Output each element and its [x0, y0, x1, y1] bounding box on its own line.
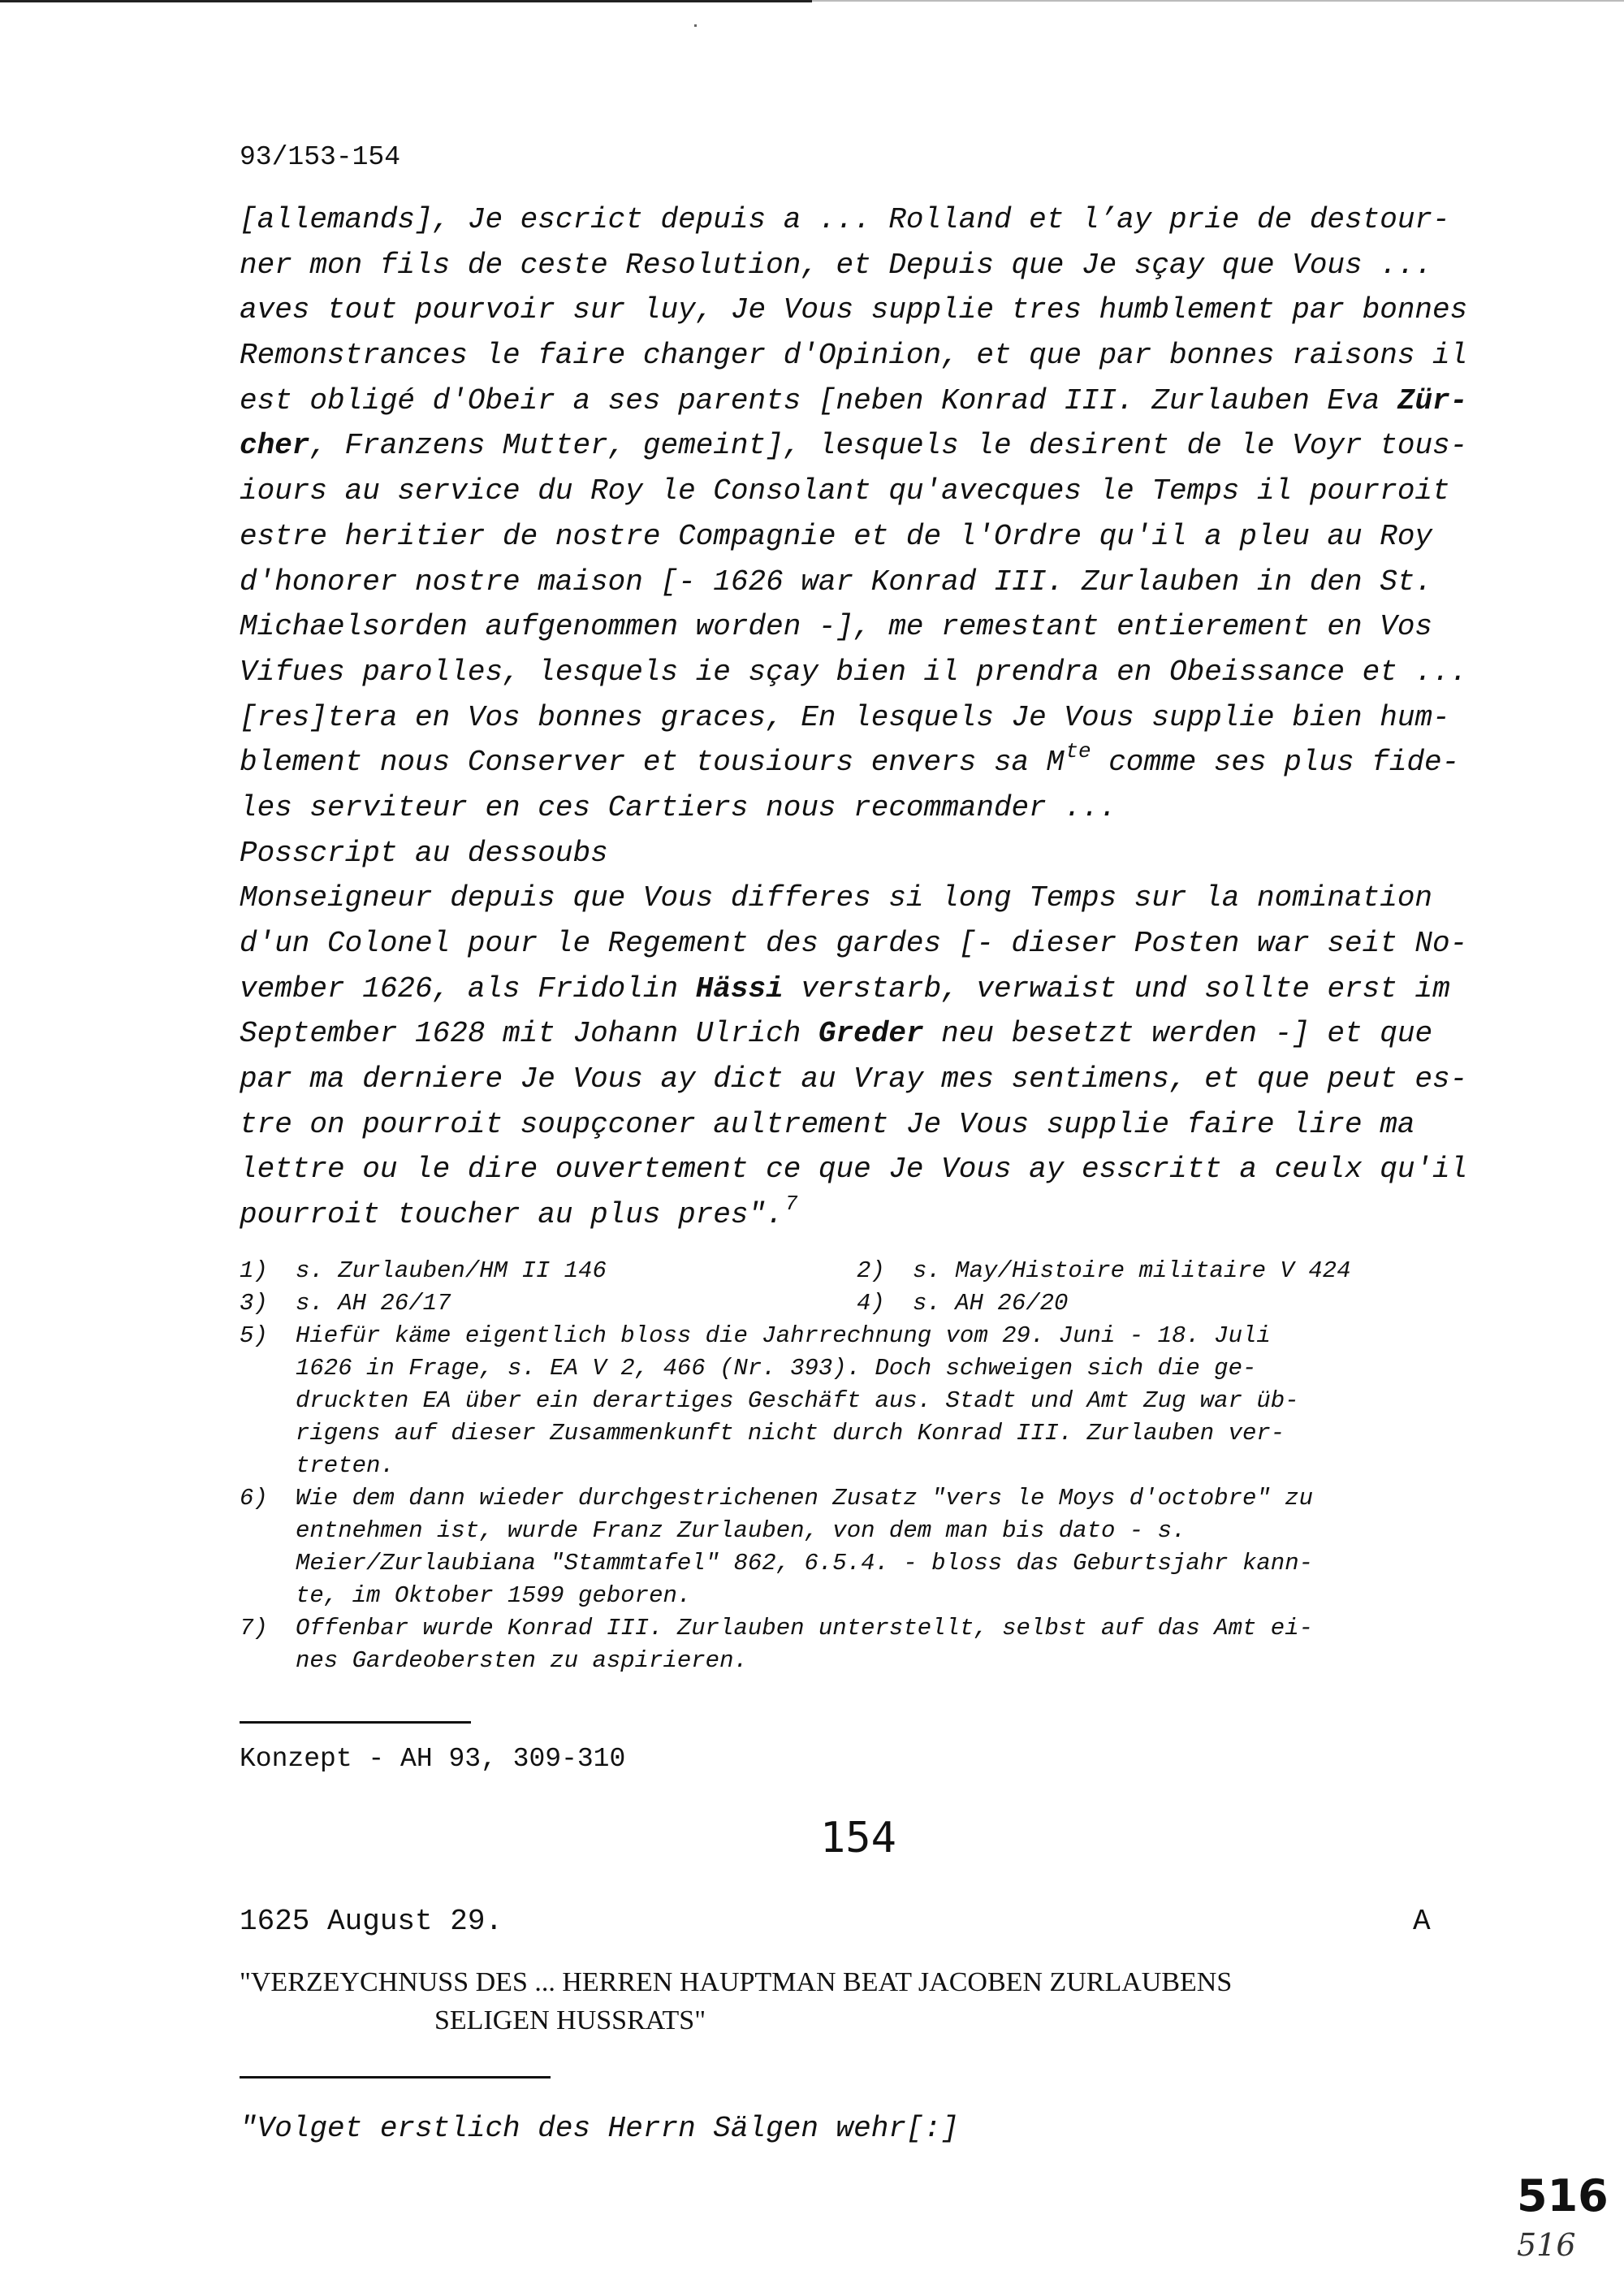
page-number: 516 — [1517, 2170, 1609, 2221]
body-text: est obligé d'Obeir a ses parents [neben Konrad III. Zurlauben Eva — [240, 383, 1397, 417]
superscript: te — [1065, 739, 1091, 764]
footnote-label: 2) — [857, 1257, 885, 1284]
body-text: Monseigneur depuis que Vous differes si long Temps sur la nomination — [240, 881, 1433, 915]
opening-line: "Volget erstlich des Herrn Sälgen wehr[:] — [240, 2112, 959, 2145]
source-reference: Konzept - AH 93, 309-310 — [240, 1744, 626, 1774]
footnote-label: 4) — [857, 1290, 885, 1317]
footnote-col2 — [857, 1255, 1351, 1287]
body-line — [240, 1147, 1502, 1192]
separator-rule — [240, 1721, 471, 1724]
body-text: par ma derniere Je Vous ay dict au Vray mes sentimens, et que peut es- — [240, 1062, 1468, 1097]
footnote-text: Hiefür käme eigentlich bloss die Jahrrechnung vom 29. Juni - 18. Juli — [296, 1322, 1271, 1349]
superscript: 7 — [784, 1192, 798, 1217]
body-line — [240, 831, 1502, 876]
footnote-text: rigens auf dieser Zusammenkunft nicht durch Konrad III. Zurlauben ver- — [296, 1420, 1285, 1447]
body-text: September 1628 mit Johann Ulrich — [240, 1017, 818, 1051]
footnote-row — [240, 1385, 1506, 1417]
handwritten-page-number: 516 — [1517, 2227, 1576, 2263]
scan-edge-line — [0, 0, 812, 2]
body-text: [res]tera en Vos bonnes graces, En lesquels Je Vous supplie bien hum- — [240, 700, 1450, 734]
body-line — [240, 423, 1502, 469]
body-line — [240, 514, 1502, 560]
body-text: iours au service du Roy le Consolant qu'avecques le Temps il pourroit — [240, 474, 1450, 508]
footnote-row — [240, 1352, 1506, 1385]
body-line — [240, 785, 1502, 831]
body-text: aves tout pourvoir sur luy, Je Vous supplie tres humblement par bonnes — [240, 293, 1468, 327]
document-title-line2: SELIGEN HUSSRATS" — [434, 2005, 706, 2035]
body-line — [240, 379, 1502, 424]
footnote-text: Offenbar wurde Konrad III. Zurlauben unterstellt, selbst auf das Amt ei- — [296, 1615, 1314, 1642]
body-text: blement nous Conserver et tousiours envers sa M — [240, 746, 1065, 780]
body-text: d'un Colonel pour le Regement des gardes [- dieser Posten war seit No- — [240, 927, 1468, 960]
body-line — [240, 560, 1502, 605]
footnote-text: s. AH 26/17 — [296, 1290, 451, 1317]
body-text: Remonstrances le faire changer d'Opinion, et que par bonnes raisons il — [240, 339, 1468, 373]
body-line — [240, 695, 1502, 741]
body-text: Michaelsorden aufgenommen worden -], me remestant entierement en Vos — [240, 610, 1433, 644]
document-date: 1625 August 29. — [240, 1905, 503, 1938]
body-text: comme ses plus fide- — [1091, 746, 1460, 780]
footnote-row — [240, 1482, 1506, 1515]
body-text: [allemands], Je escrict depuis a ... Rolland et l’ay prie de destour- — [240, 203, 1450, 236]
body-line — [240, 333, 1502, 379]
body-line — [240, 967, 1502, 1012]
scan-speck — [694, 24, 697, 27]
footnote-row — [240, 1287, 1506, 1320]
document-number: 154 — [820, 1814, 896, 1862]
footnote-text: druckten EA über ein derartiges Geschäft aus. Stadt und Amt Zug war üb- — [296, 1387, 1299, 1414]
bold-name: Greder — [818, 1017, 924, 1051]
footnote-col2 — [857, 1287, 1068, 1320]
scan-edge-line-faint — [812, 0, 1624, 2]
body-text: neu besetzt werden -] et que — [923, 1017, 1433, 1051]
body-text: vember 1626, als Fridolin — [240, 971, 696, 1006]
footnote-text: 1626 in Frage, s. EA V 2, 466 (Nr. 393). Doch schweigen sich die ge- — [296, 1355, 1257, 1382]
bold-name: Hässi — [695, 971, 784, 1006]
footnote-text: nes Gardeobersten zu aspirieren. — [296, 1647, 748, 1674]
body-text: ner mon fils de ceste Resolution, et Depuis que Je sçay que Vous ... — [240, 248, 1433, 282]
footnote-text: s. May/Histoire militaire V 424 — [913, 1257, 1351, 1284]
footnote-text: Meier/Zurlaubiana "Stammtafel" 862, 6.5.4. - bloss das Geburtsjahr kann- — [296, 1550, 1314, 1577]
bold-name: cher — [240, 429, 310, 463]
document-title-line1: "VERZEYCHNUSS DES ... HERREN HAUPTMAN BEAT JACOBEN ZURLAUBENS — [240, 1967, 1233, 1997]
footnote-label: 1) — [240, 1257, 268, 1284]
body-line — [240, 288, 1502, 333]
document-letter: A — [1413, 1905, 1431, 1938]
footnote-label: 5) — [240, 1322, 268, 1349]
footnote-row — [240, 1417, 1506, 1450]
separator-rule — [240, 2076, 551, 2079]
body-text: verstarb, verwaist und sollte erst im — [783, 971, 1450, 1006]
body-text: tre on pourroit soupçconer aultrement Je Vous supplie faire lire ma — [240, 1107, 1415, 1141]
footnote-label: 3) — [240, 1290, 268, 1317]
body-text: , Franzens Mutter, gemeint], lesquels le desirent de le Voyr tous- — [309, 429, 1468, 463]
footnote-text: te, im Oktober 1599 geboren. — [296, 1582, 692, 1609]
body-line — [240, 921, 1502, 967]
body-line — [240, 1102, 1502, 1148]
footnote-label: 6) — [240, 1485, 268, 1512]
body-text: d'honorer nostre maison [- 1626 war Konrad III. Zurlauben in den St. — [240, 565, 1433, 599]
running-header: 93/153-154 — [240, 142, 401, 172]
body-line — [240, 243, 1502, 288]
footnote-row — [240, 1450, 1506, 1482]
footnote-row — [240, 1255, 1506, 1287]
body-line — [240, 604, 1502, 650]
body-line — [240, 876, 1502, 921]
body-text: Vifues parolles, lesquels ie sçay bien il prendra en Obeissance et ... — [240, 655, 1468, 689]
footnote-text: entnehmen ist, wurde Franz Zurlauben, von dem man bis dato - s. — [296, 1517, 1186, 1544]
body-text: estre heritier de nostre Compagnie et de l'Ordre qu'il a pleu au Roy — [240, 519, 1433, 553]
footnote-row — [240, 1580, 1506, 1612]
footnote-text: Wie dem dann wieder durchgestrichenen Zusatz "vers le Moys d'octobre" zu — [296, 1485, 1314, 1512]
body-text: lettre ou le dire ouvertement ce que Je Vous ay esscritt a ceulx qu'il — [240, 1153, 1468, 1187]
body-line — [240, 650, 1502, 695]
footnotes — [240, 1255, 1506, 1677]
body-line — [240, 1011, 1502, 1057]
footnote-label: 7) — [240, 1615, 268, 1642]
footnote-row — [240, 1547, 1506, 1580]
footnote-row — [240, 1645, 1506, 1677]
body-text: pourroit toucher au plus pres". — [240, 1198, 784, 1232]
bold-name: Zür- — [1397, 383, 1468, 417]
letter-body — [240, 197, 1502, 1238]
footnote-text: s. Zurlauben/HM II 146 — [296, 1257, 607, 1284]
body-line — [240, 469, 1502, 514]
footnote-text: treten. — [296, 1452, 395, 1479]
footnote-text: s. AH 26/20 — [913, 1290, 1069, 1317]
body-line — [240, 197, 1502, 243]
body-text: les serviteur en ces Cartiers nous recommander ... — [240, 790, 1117, 824]
body-line — [240, 1192, 1502, 1238]
body-line — [240, 740, 1502, 785]
footnote-row — [240, 1320, 1506, 1352]
body-line — [240, 1057, 1502, 1102]
footnote-row — [240, 1612, 1506, 1645]
body-text: Posscript au dessoubs — [240, 836, 608, 870]
footnote-row — [240, 1515, 1506, 1547]
